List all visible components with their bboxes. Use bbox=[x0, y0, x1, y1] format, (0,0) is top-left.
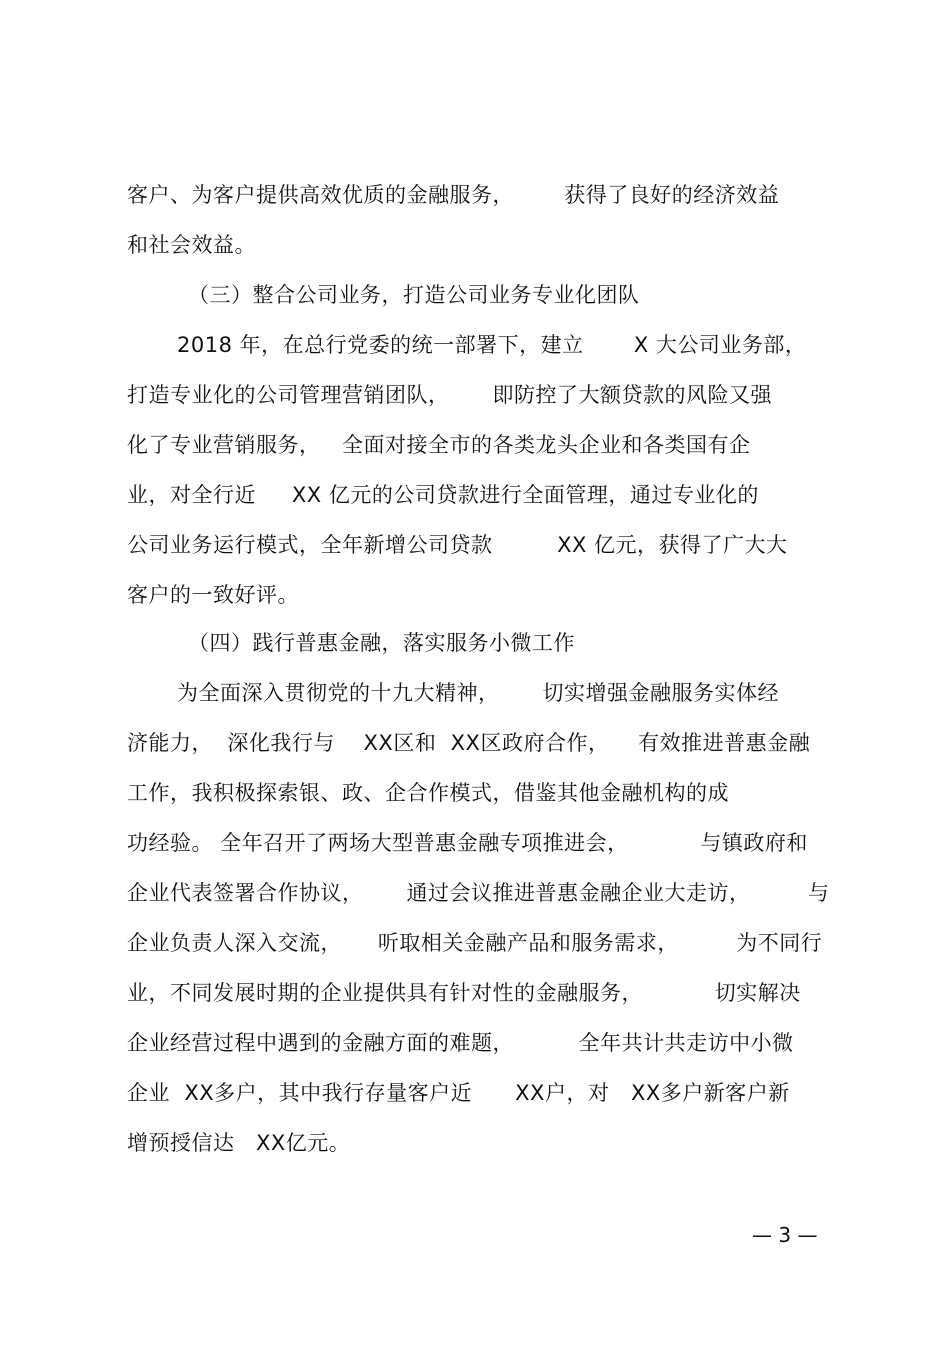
body-line: 业，不同发展时期的企业提供具有针对性的金融服务， 切实解决 bbox=[127, 981, 801, 1005]
body-line: 打造专业化的公司管理营销团队， 即防控了大额贷款的风险又强 bbox=[127, 383, 773, 407]
paragraph-start: 为全面深入贯彻党的十九大精神， 切实增强金融服务实体经 bbox=[177, 681, 780, 705]
body-line: 客户、为客户提供高效优质的金融服务， 获得了良好的经济效益 bbox=[127, 183, 780, 207]
body-line: 业，对全行近 XX 亿元的公司贷款进行全面管理，通过专业化的 bbox=[127, 483, 759, 507]
body-line: 企业负责人深入交流， 听取相关金融产品和服务需求， 为不同行 bbox=[127, 931, 823, 955]
body-line: 化了专业营销服务， 全面对接全市的各类龙头企业和各类国有企 bbox=[127, 433, 751, 457]
body-line: 企业代表签署合作协议， 通过会议推进普惠金融企业大走访， 与 bbox=[127, 881, 830, 905]
section-heading-4: （四）践行普惠金融，落实服务小微工作 bbox=[188, 631, 575, 655]
body-line: 企业经营过程中遇到的金融方面的难题， 全年共计共走访中小微 bbox=[127, 1031, 794, 1055]
body-line: 功经验。 全年召开了两场大型普惠金融专项推进会， 与镇政府和 bbox=[127, 831, 808, 855]
section-heading-3: （三）整合公司业务，打造公司业务专业化团队 bbox=[188, 283, 640, 307]
body-line: 工作，我积极探索银、政、企合作模式，借鉴其他金融机构的成 bbox=[127, 781, 729, 805]
body-line: 公司业务运行模式，全年新增公司贷款 XX 亿元，获得了广大大 bbox=[127, 533, 788, 557]
body-line: 济能力， 深化我行与 XX区和 XX区政府合作， 有效推进普惠金融 bbox=[127, 731, 811, 755]
body-line: 客户的一致好评。 bbox=[127, 583, 299, 607]
body-line: 增预授信达 XX亿元。 bbox=[127, 1131, 351, 1155]
body-line: 和社会效益。 bbox=[127, 233, 256, 257]
paragraph-start: 2018 年，在总行党委的统一部署下，建立 X 大公司业务部， bbox=[177, 333, 807, 357]
body-line: 企业 XX多户，其中我行存量客户近 XX户，对 XX多户新客户新 bbox=[127, 1081, 790, 1105]
page-number: — 3 — bbox=[752, 1223, 818, 1247]
